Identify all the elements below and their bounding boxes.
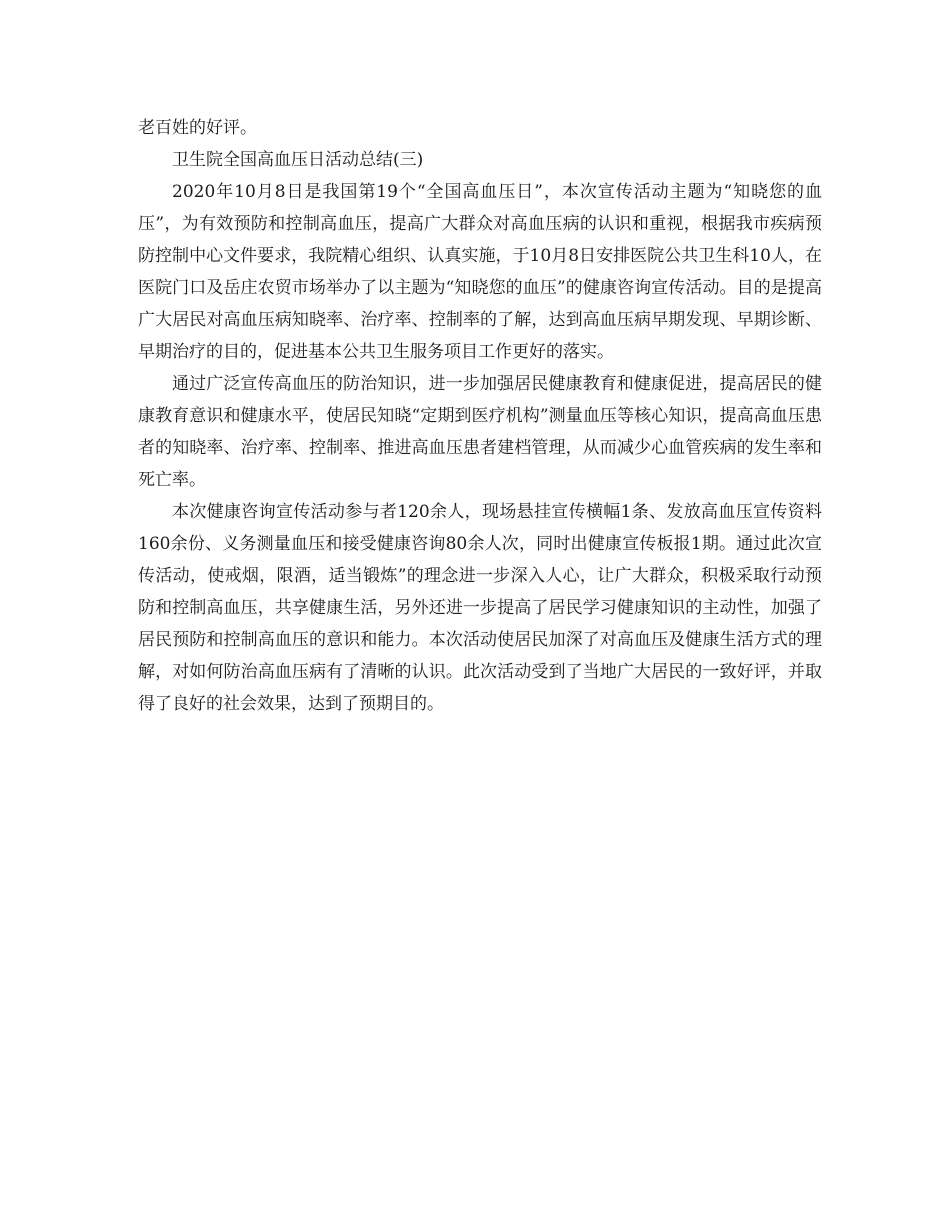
paragraph: 通过广泛宣传高血压的防治知识，进一步加强居民健康教育和健康促进，提高居民的健康教育意识和健康水平，使居民知晓“定期到医疗机构”测量血压等核心知识，提高高血压患者的知晓率、治疗率、控制率、推进高血压患者建档管理，从而减少心血管疾病的发生率和死亡率。 — [138, 374, 822, 490]
lead-line: 老百姓的好评。 — [138, 118, 257, 138]
paragraph: 本次健康咨询宣传活动参与者120余人，现场悬挂宣传横幅1条、发放高血压宣传资料160余份、义务测量血压和接受健康咨询80余人次，同时出健康宣传板报1期。通过此次宣传活动，使戒烟，限酒，适当锻炼”的理念进一步深入人心，让广大群众，积极采取行动预防和控制高血压，共享健康生活，另外还进一步提高了居民学习健康知识的主动性，加强了居民预防和控制高血压的意识和能力。本次活动使居民加深了对高血压及健康生活方式的理解，对如何防治高血压病有了清晰的认识。此次活动受到了当地广大居民的一致好评，并取得了良好的社会效果，达到了预期目的。 — [138, 502, 822, 714]
paragraph: 2020年10月8日是我国第19个“全国高血压日”，本次宣传活动主题为“知晓您的血压”，为有效预防和控制高血压，提高广大群众对高血压病的认识和重视，根据我市疾病预防控制中心文件要求，我院精心组织、认真实施，于10月8日安排医院公共卫生科10人，在医院门口及岳庄农贸市场举办了以主题为“知晓您的血压”的健康咨询宣传活动。目的是提高广大居民对高血压病知晓率、治疗率、控制率的了解，达到高血压病早期发现、早期诊断、早期治疗的目的，促进基本公共卫生服务项目工作更好的落实。 — [138, 182, 822, 362]
section-title: 卫生院全国高血压日活动总结(三) — [172, 150, 424, 170]
document-body — [138, 112, 822, 720]
